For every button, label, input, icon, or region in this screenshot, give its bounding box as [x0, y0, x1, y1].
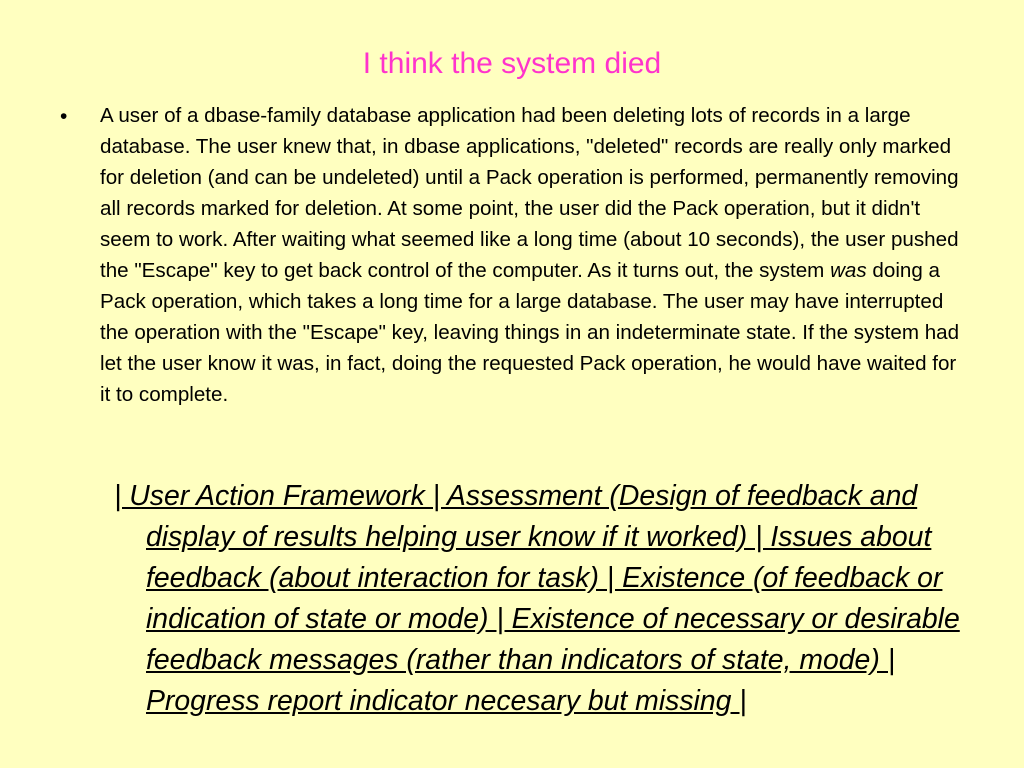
slide-title: I think the system died: [362, 47, 662, 80]
bullet-marker: •: [60, 105, 68, 128]
bullet-text-after: doing a Pack operation, which takes a long time for a large database. The user may have interrupted the operation with the "Escape" key, leaving things in an indeterminate state. If the system had let the user know it was, in fact, doing the requested Pack operation, he would have waited for it to complete.: [100, 258, 960, 406]
classification-link[interactable]: | User Action Framework | Assessment (Design of feedback and display of results helping user know if it worked) | Issues about feedback (about interaction for task) | Existence (of feedback or indication of state or mode) | Existence of necessary or desirable feedback messages (rather than indicators of state, mode) | Progress report indicator necesary but missing |: [114, 480, 960, 717]
bullet-text-before: A user of a dbase-family database application had been deleting lots of records in a large database. The user knew that, in dbase applications, "deleted" records are really only marked for deletion (and can be undeleted) until a Pack operation is performed, permanently removing all records marked for deletion. At some point, the user did the Pack operation, but it didn't seem to work. After waiting what seemed like a long time (about 10 seconds), the user pushed the "Escape" key to get back control of the computer. As it turns out, the system: [100, 104, 959, 282]
bullet-text: [100, 101, 960, 411]
bullet-text-emphasis: was: [830, 258, 867, 282]
